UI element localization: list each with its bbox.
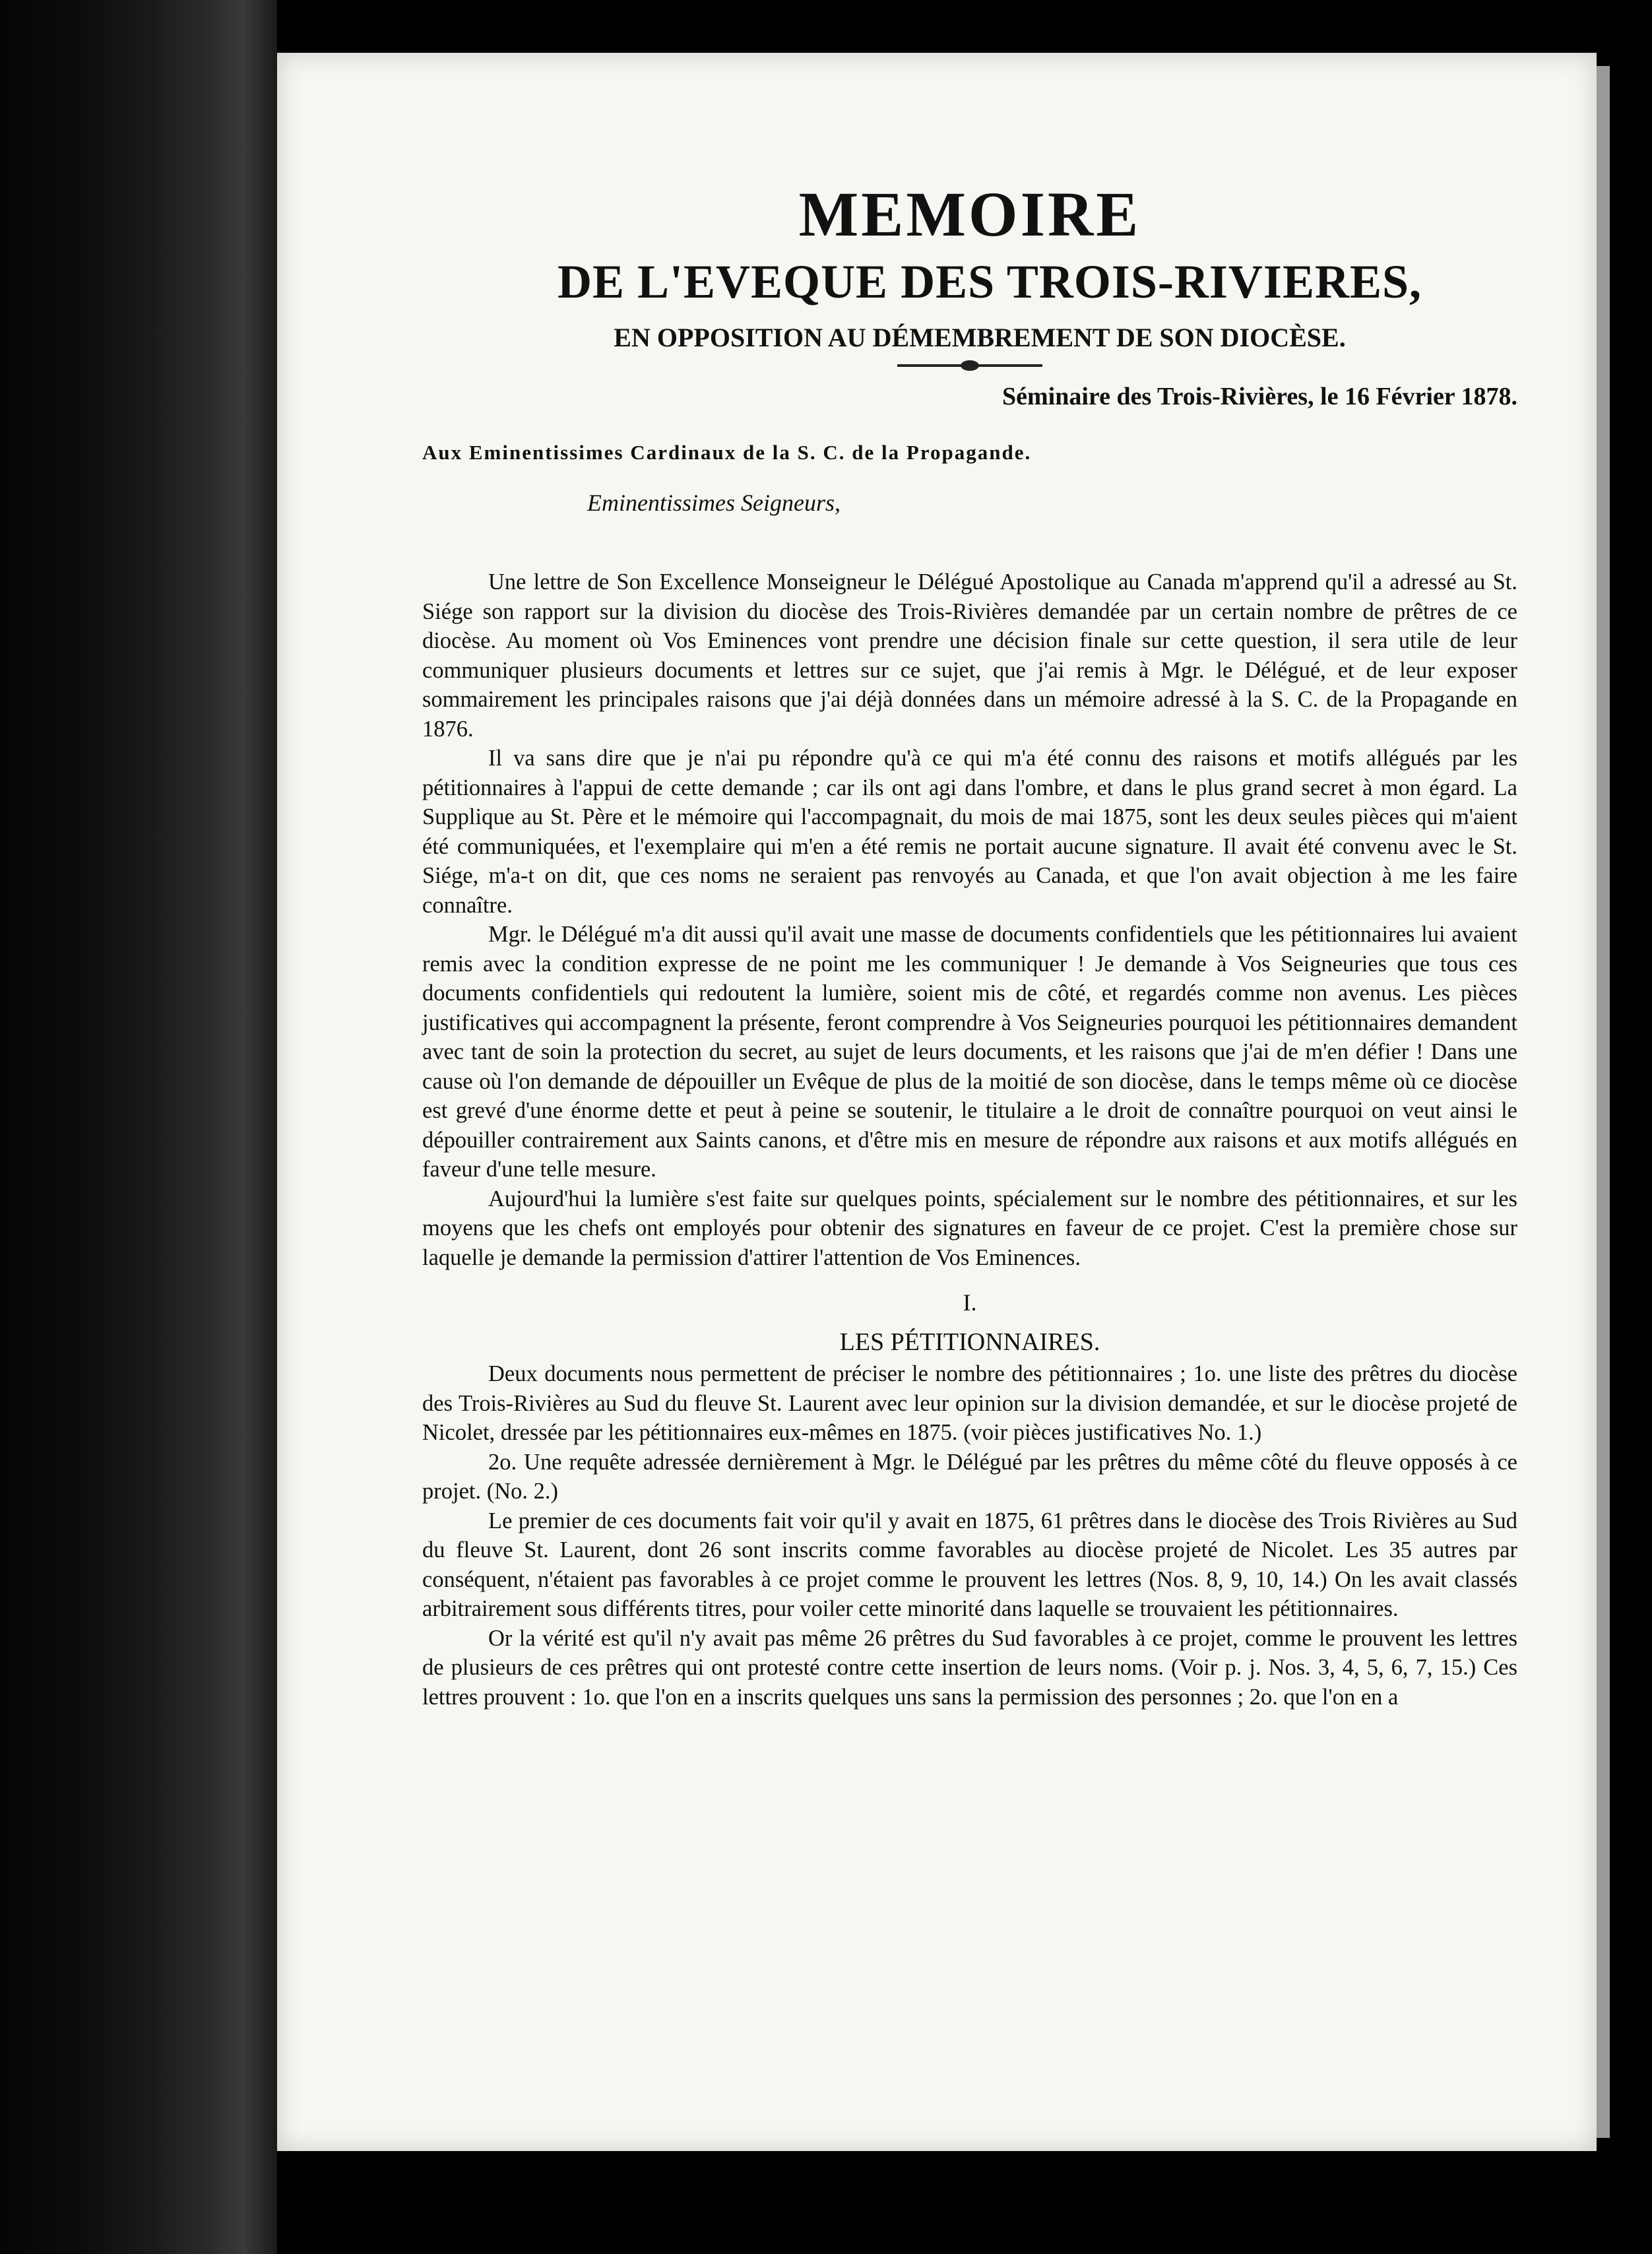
document-title: MEMOIRE [798,179,1141,249]
salutation: Eminentissimes Seigneurs, [587,490,841,516]
document-subtitle: DE L'EVEQUE DES TROIS-RIVIERES, [557,255,1422,308]
section-paragraph: Or la vérité est qu'il n'y avait pas même 26 prêtres du Sud favorables à ce projet, comme le prouvent les lettres de plusieurs de ces prêtres qui ont protesté contre cette insertion de leurs noms. (Voir p. j. Nos. 3, 4, 5, 6, 7, 15.) Ces lettres prouvent : 1o. que l'on en a inscrits quelques uns sans la permission des personnes ; 2o. que l'on en a [422,1625,1517,1710]
section-number: I. [963,1289,977,1316]
document-page [277,53,1597,2151]
section-paragraph: Le premier de ces documents fait voir qu'il y avait en 1875, 61 prêtres dans le diocèse des Trois Rivières au Sud du fleuve St. Laurent, dont 26 sont inscrits comme favorables au diocèse projeté de Nicolet. Les 35 autres par conséquent, n'étaient pas favorables à ce projet comme le prouvent les lettres (Nos. 8, 9, 10, 14.) On les avait classés arbitrairement sous différents titres, pour voiler cette minorité dans laquelle se trouvaient les pétitionnaires. [422,1508,1517,1621]
section-paragraph: Deux documents nous permettent de préciser le nombre des pétitionnaires ; 1o. une liste des prêtres du diocèse des Trois-Rivières au Sud du fleuve St. Laurent avec leur opinion sur la division demandée, et sur le diocèse projeté de Nicolet, dressée par les pétitionnaires eux-mêmes en 1875. (voir pièces justificatives No. 1.) [422,1361,1517,1445]
body-paragraph: Une lettre de Son Excellence Monseigneur le Délégué Apostolique au Canada m'apprend qu'il a adressé au St. Siége son rapport sur la division du diocèse des Trois-Rivières demandée par un certain nombre de prêtres de ce diocèse. Au moment où Vos Eminences vont prendre une décision finale sur cette question, il sera utile de leur communiquer plusieurs documents et lettres sur ce sujet, que j'ai remis à Mgr. le Délégué, et de leur exposer sommairement les principales raisons que j'ai déjà données dans un mémoire adressé à la S. C. de la Propagande en 1876. [422,569,1517,742]
page-content [422,119,1517,1712]
body-paragraph: Il va sans dire que je n'ai pu répondre qu'à ce qui m'a été connu des raisons et motifs allégués par les pétitionnaires à l'appui de cette demande ; car ils ont agi dans l'ombre, et dans le plus grand secret à mon égard. La Supplique au St. Père et le mémoire qui l'accompagnait, du mois de mai 1875, sont les deux seules pièces qui m'aient été communiquées, et l'exemplaire qui m'en a été remis ne portait aucune signature. Il avait été convenu avec le St. Siége, m'a-t on dit, que ces noms ne seraient pas renvoyés au Canada, et que l'on avait objection à me les faire connaître. [422,746,1517,918]
binding-gutter [0,0,277,2254]
dateline: Séminaire des Trois-Rivières, le 16 Février 1878. [1002,383,1517,410]
address-line: Aux Eminentissimes Cardinaux de la S. C. de la Propagande. [422,441,1032,464]
section-paragraph: 2o. Une requête adressée dernièrement à Mgr. le Délégué par les prêtres du même côté du fleuve opposés à ce projet. (No. 2.) [422,1449,1517,1504]
body-paragraph: Aujourd'hui la lumière s'est faite sur quelques points, spécialement sur le nombre des pétitionnaires, et sur les moyens que les chefs ont employés pour obtenir des signatures en faveur de ce projet. C'est la première chose sur laquelle je demande la permission d'attirer l'attention de Vos Eminences. [422,1186,1517,1270]
title-ornament-rule [897,364,1042,367]
section-title: LES PÉTITIONNAIRES. [839,1328,1100,1356]
document-subtitle-secondary: EN OPPOSITION AU DÉMEMBREMENT DE SON DIOCÈSE. [614,323,1346,352]
page-edge [1597,66,1610,2138]
body-paragraph: Mgr. le Délégué m'a dit aussi qu'il avait une masse de documents confidentiels que les pétitionnaires lui avaient remis avec la condition expresse de ne point me les communiquer ! Je demande à Vos Seigneuries que tous ces documents confidentiels qui redoutent la lumière, soient mis de côté, et regardés comme non avenus. Les pièces justificatives qui accompagnent la présente, feront comprendre à Vos Seigneuries pourquoi les pétitionnaires demandent avec tant de soin la protection du secret, au sujet de leurs documents, et les raisons que j'ai de m'en défier ! Dans une cause où l'on demande de dépouiller un Evêque de plus de la moitié de son diocèse, dans le temps même où ce diocèse est grevé d'une énorme dette et peut à peine se soutenir, le titulaire a le droit de connaître pourquoi on veut ainsi le dépouiller contrairement aux Saints canons, et d'être mis en mesure de répondre aux raisons et aux motifs allégués en faveur d'une telle mesure. [422,922,1517,1182]
